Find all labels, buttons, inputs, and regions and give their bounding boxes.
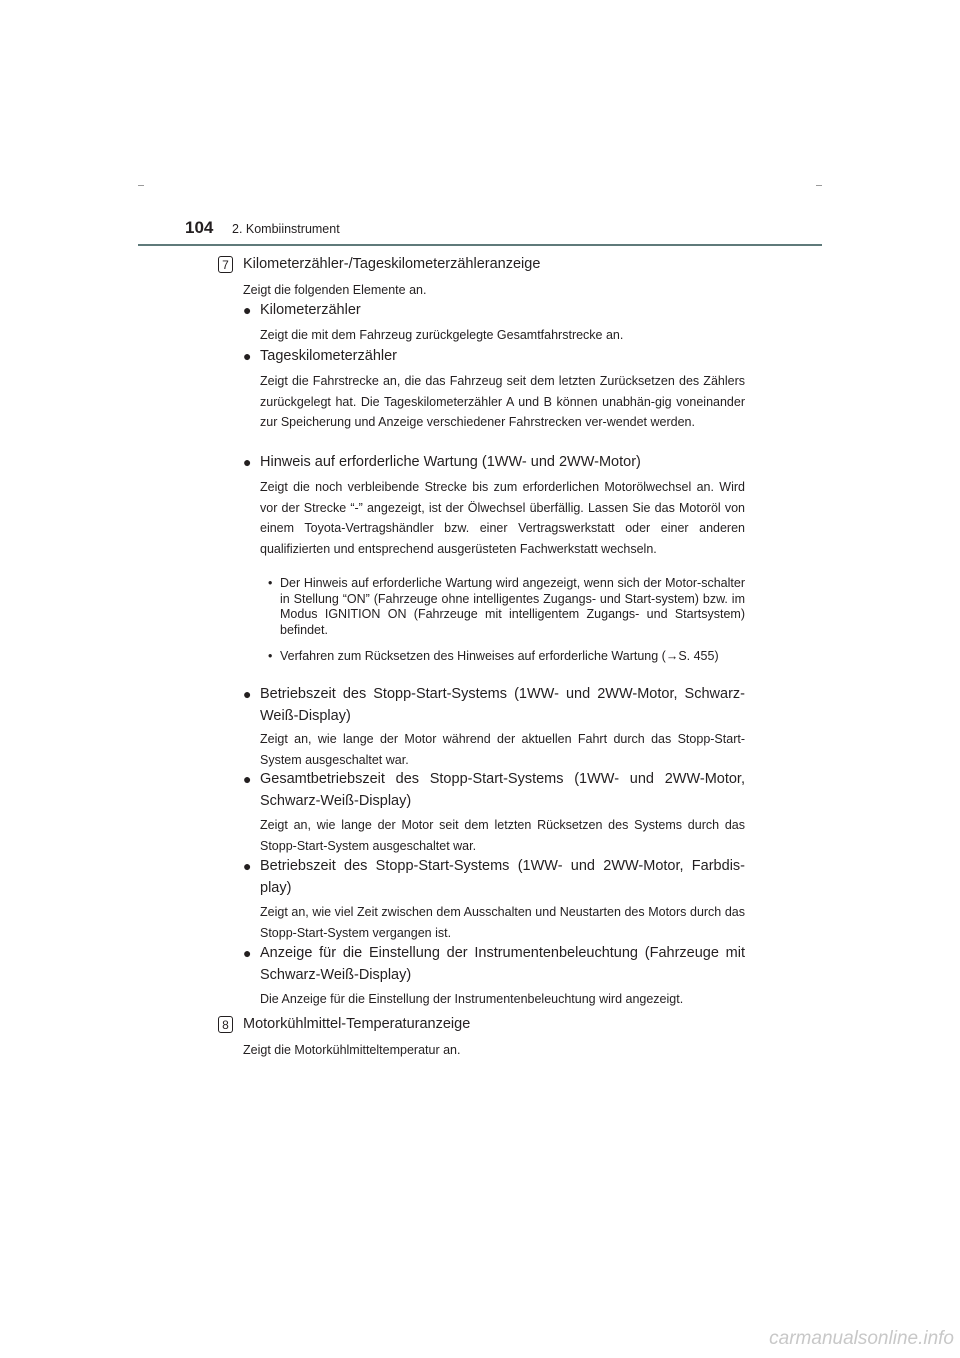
- note-text: Der Hinweis auf erforderliche Wartung wird angezeigt, wenn sich der Motor-schalter in Stellung “ON” (Fahrzeuge ohne intelligentes Zugangs- und Start-system) bzw. im Modus IGNITION ON (Fahrzeuge mit intelligentem Zugangs- und Startsystem) befindet.: [280, 576, 745, 637]
- crop-mark-left: [138, 185, 144, 186]
- page-number: 104: [185, 218, 214, 237]
- note-item: [268, 649, 745, 665]
- chapter-title: 2. Kombiinstrument: [232, 222, 340, 236]
- item-heading: [243, 942, 745, 986]
- note-bullet-icon: •: [268, 649, 273, 663]
- item-heading: [243, 855, 745, 899]
- bullet-icon: ●: [243, 686, 252, 702]
- section-title: Motorkühlmittel-Temperaturanzeige: [243, 1016, 471, 1032]
- bullet-icon: ●: [243, 302, 252, 318]
- note-item: [268, 576, 745, 638]
- bullet-icon: ●: [243, 858, 252, 874]
- item-text: Die Anzeige für die Einstellung der Instrumentenbeleuchtung wird angezeigt.: [260, 992, 684, 1006]
- item-text: Zeigt die Fahrstrecke an, die das Fahrzeug seit dem letzten Zurücksetzen des Zählers zurückgelegt hat. Die Tageskilometerzähler A und B können unabhän-gig voneinander zur Speicherung und Anzeige verschiedener Fahrstrecken ver-wendet werden.: [260, 374, 745, 429]
- bullet-icon: ●: [243, 771, 252, 787]
- item-heading: [243, 451, 745, 473]
- item-title: Anzeige für die Einstellung der Instrumentenbeleuchtung (Fahrzeuge mit Schwarz-Weiß-Display): [260, 945, 745, 983]
- section-title: Kilometerzähler-/Tageskilometerzähleranzeige: [243, 256, 541, 272]
- section-7-heading: [218, 254, 540, 274]
- section-description: Zeigt die folgenden Elemente an.: [243, 283, 427, 297]
- header-divider: [138, 244, 822, 246]
- note-bullet-icon: •: [268, 576, 273, 590]
- watermark-text: carmanualsonline.info: [769, 1328, 954, 1349]
- item-text: Zeigt an, wie lange der Motor während der aktuellen Fahrt durch das Stopp-Start-System ausgeschaltet war.: [260, 732, 745, 767]
- item-text: Zeigt die mit dem Fahrzeug zurückgelegte Gesamtfahrstrecke an.: [260, 328, 624, 342]
- section-number-badge: 8: [218, 1016, 233, 1033]
- item-heading: [243, 299, 745, 321]
- item-text: Zeigt an, wie lange der Motor seit dem letzten Rücksetzen des Systems durch das Stopp-Start-System ausgeschaltet war.: [260, 818, 745, 853]
- item-text: Zeigt an, wie viel Zeit zwischen dem Ausschalten und Neustarten des Motors durch das Stopp-Start-System vergangen ist.: [260, 905, 745, 940]
- item-title: Betriebszeit des Stopp-Start-Systems (1WW- und 2WW-Motor, Farbdis-play): [260, 858, 745, 896]
- item-title: Hinweis auf erforderliche Wartung (1WW- und 2WW-Motor): [260, 454, 641, 470]
- item-heading: [243, 683, 745, 727]
- item-text: Zeigt die noch verbleibende Strecke bis zum erforderlichen Motorölwechsel an. Wird vor der Strecke “-” angezeigt, ist der Ölwechsel überfällig. Lassen Sie das Motoröl von einem Toyota-Vertragshändler bzw. einer Vertragswerkstatt oder einer anderen qualifizierten und entsprechend ausgerüsteten Fachwerkstatt wechseln.: [260, 480, 745, 556]
- item-title: Tageskilometerzähler: [260, 348, 398, 364]
- item-heading: [243, 768, 745, 812]
- crop-mark-right: [816, 185, 822, 186]
- section-description: Zeigt die Motorkühlmitteltemperatur an.: [243, 1043, 461, 1057]
- item-heading: [243, 345, 745, 367]
- bullet-icon: ●: [243, 348, 252, 364]
- bullet-icon: ●: [243, 945, 252, 961]
- bullet-icon: ●: [243, 454, 252, 470]
- item-title: Gesamtbetriebszeit des Stopp-Start-Systems (1WW- und 2WW-Motor, Schwarz-Weiß-Display): [260, 771, 745, 809]
- section-8-heading: [218, 1014, 470, 1034]
- note-text: Verfahren zum Rücksetzen des Hinweises auf erforderliche Wartung (→S. 455): [280, 649, 719, 663]
- item-title: Kilometerzähler: [260, 302, 361, 318]
- item-title: Betriebszeit des Stopp-Start-Systems (1WW- und 2WW-Motor, Schwarz-Weiß-Display): [260, 686, 745, 724]
- section-number-badge: 7: [218, 256, 233, 273]
